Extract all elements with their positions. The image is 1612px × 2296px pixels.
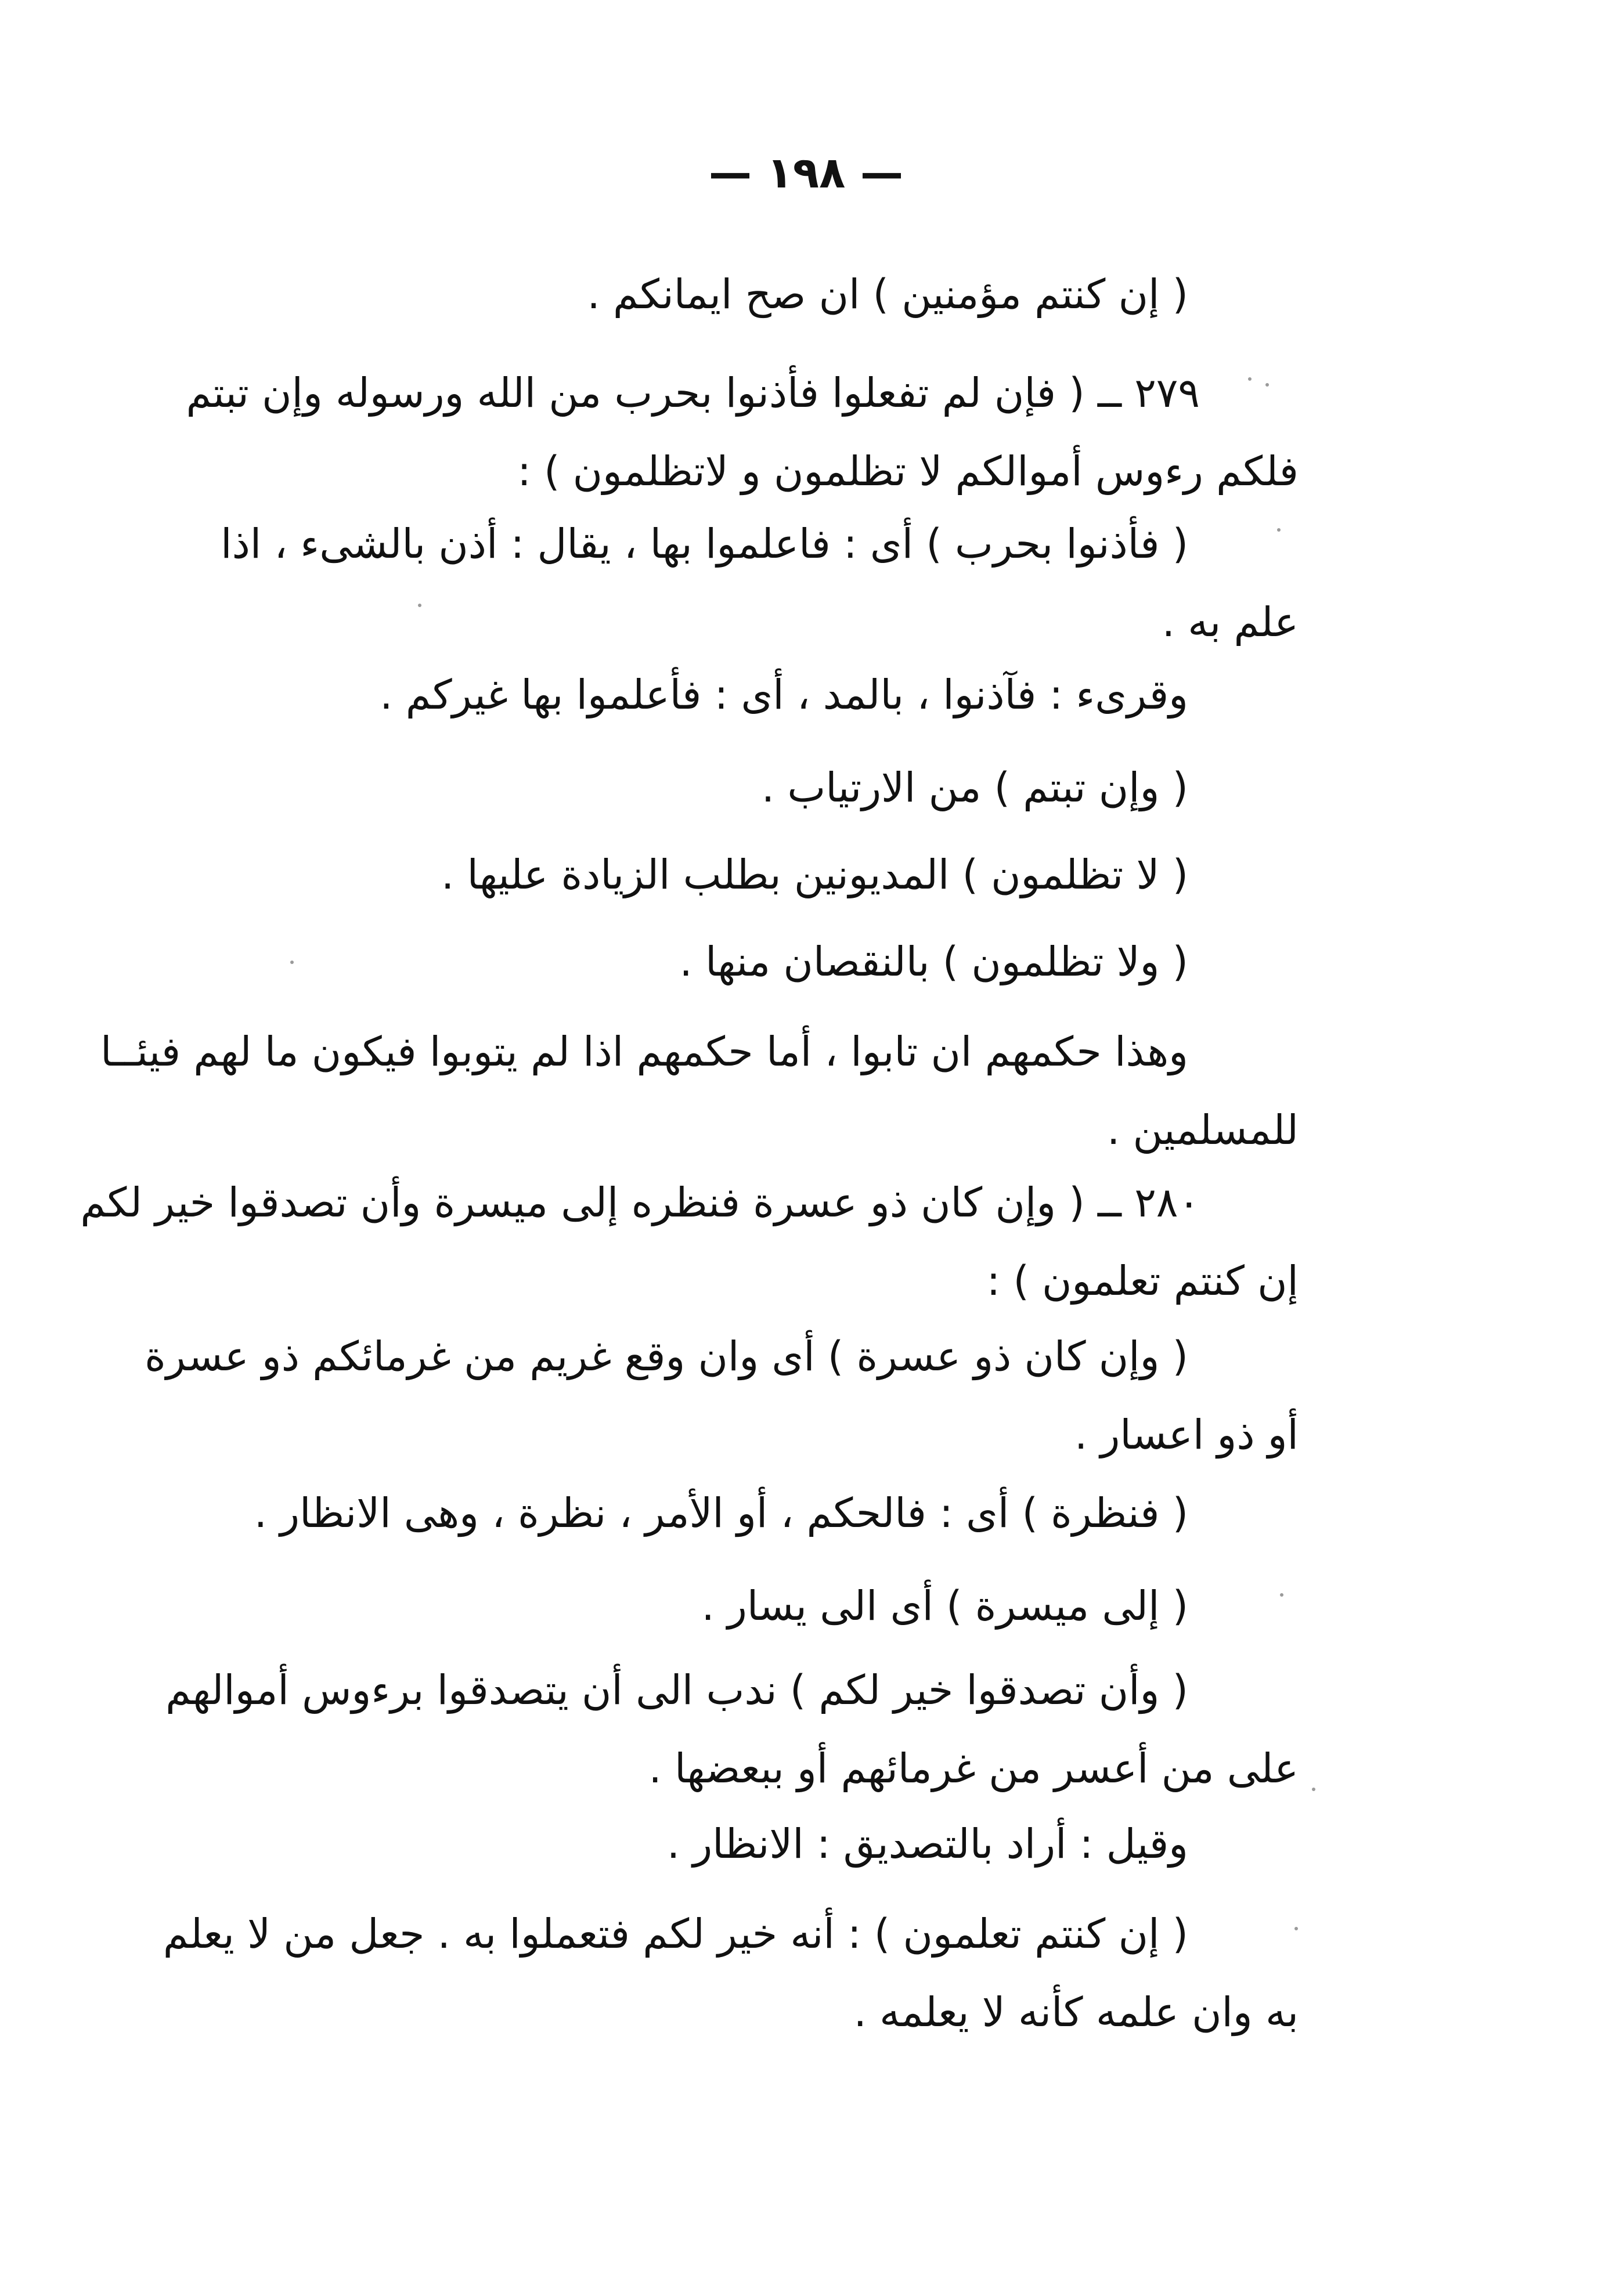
paragraph [85,1567,1299,1645]
scan-noise-dot [1280,1593,1283,1597]
text-line: للمسلمين . [1107,1106,1299,1154]
text-line: وقيل : أراد بالتصديق : الانظار . [666,1820,1188,1868]
text-line: ( فنظرة ) أى : فالحكم ، أو الأمر ، نظرة ، وهى الانظار . [254,1489,1188,1537]
page-number: — ١٩٨ — [708,148,904,198]
text-line: أو ذو اعسار . [1074,1411,1299,1459]
text-line: ( وأن تصدقوا خير لكم ) ندب الى أن يتصدقوا برءوس أموالهم [165,1666,1188,1714]
scan-noise-dot [290,961,294,964]
scan-noise-dot [1277,528,1281,532]
text-line: ٢٧٩ ــ ( فإن لم تفعلوا فأذنوا بحرب من الله ورسوله وإن تبتم [186,369,1200,417]
text-line: ( إن كنتم تعلمون ) : أنه خير لكم فتعملوا به . جعل من لا يعلم [163,1910,1188,1958]
paragraph [85,1474,1299,1553]
paragraph [196,505,1299,662]
text-line: به وان علمه كأنه لا يعلمه . [853,1988,1299,2036]
text-line: ( فأذنوا بحرب ) أى : فاعلموا بها ، يقال : أذن بالشىء ، اذا [221,520,1188,568]
text-line: ( وإن تبتم ) من الارتياب . [761,764,1188,811]
scan-noise-dot [1312,1788,1315,1791]
text-line: ( ولا تظلمون ) بالنقصان منها . [679,938,1188,985]
text-line: ٢٨٠ ــ ( وإن كان ذو عسرة فنظره إلى ميسرة وأن تصدقوا خير لكم [80,1179,1200,1226]
paragraph [85,749,1299,827]
paragraph [85,923,1299,1001]
scan-noise-dot [1294,1927,1298,1930]
scan-noise-dot [418,604,421,607]
paragraph [85,656,1299,734]
paragraph [85,255,1299,334]
paragraph [80,1164,1299,1320]
paragraph [145,1317,1299,1474]
paragraph [165,1651,1299,1808]
paragraph [100,1013,1299,1169]
text-line: إن كنتم تعلمون ) : [986,1257,1299,1305]
paragraph [163,1895,1299,2052]
text-line: ( لا تظلمون ) المديونين بطلب الزيادة عليها . [441,851,1188,898]
text-line: ( إلى ميسرة ) أى الى يسار . [701,1582,1188,1630]
paragraph [85,836,1299,914]
scan-noise-dot [1248,377,1252,381]
text-line: على من أعسر من غرمائهم أو ببعضها . [648,1745,1299,1792]
text-line: ( إن كنتم مؤمنين ) ان صح ايمانكم . [587,270,1188,318]
paragraph [85,1805,1299,1883]
scan-noise-dot [1265,383,1269,387]
text-line: علم به . [1162,598,1299,646]
paragraph [186,354,1299,511]
text-line: ( وإن كان ذو عسرة ) أى وان وقع غريم من غرمائكم ذو عسرة [145,1333,1188,1380]
text-line: وهذا حكمهم ان تابوا ، أما حكمهم اذا لم يتوبوا فيكون ما لهم فيئــا [100,1028,1188,1075]
text-line: وقرىء : فآذنوا ، بالمد ، أى : فأعلموا بها غيركم . [380,671,1188,719]
text-line: فلكم رءوس أموالكم لا تظلمون و لاتظلمون ) : [517,447,1299,495]
